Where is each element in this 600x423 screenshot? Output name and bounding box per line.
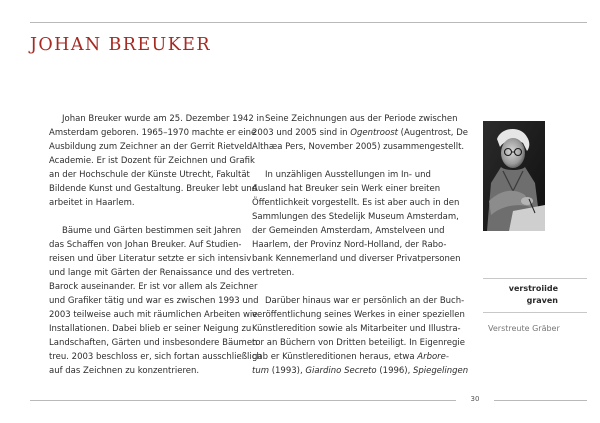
caption-german: Verstreute Gräber bbox=[488, 324, 560, 333]
text-line: und lange mit Gärten der Renaissance und des bbox=[49, 268, 250, 278]
text-line: und Grafiker tätig und war es zwischen 1993 und bbox=[49, 296, 259, 306]
text-line: an der Hochschule der Künste Utrecht, Fakultät bbox=[49, 170, 250, 180]
artist-photo bbox=[483, 121, 545, 231]
top-rule bbox=[30, 22, 587, 23]
text-line: Landschaften, Gärten und insbesondere Bäumen bbox=[49, 338, 258, 348]
caption-dutch-line: verstroiide bbox=[508, 284, 558, 293]
text-line: veröffentlichung seines Werkes in einer speziellen bbox=[252, 310, 465, 320]
text-line: Amsterdam geboren. 1965–1970 machte er eine bbox=[49, 128, 257, 138]
sidebar-rule bbox=[483, 278, 587, 279]
text-line: 2003 teilweise auch mit räumlichen Arbeiten wie bbox=[49, 310, 258, 320]
text-line: Installationen. Dabei blieb er seiner Neigung zu bbox=[49, 324, 252, 334]
text-line: Bildende Kunst und Gestaltung. Breuker lebt und bbox=[49, 184, 258, 194]
text-line: das Schaffen von Johan Breuker. Auf Studien- bbox=[49, 240, 242, 250]
text-line: Johan Breuker wurde am 25. Dezember 1942 in bbox=[62, 114, 265, 124]
sidebar-rule bbox=[483, 312, 587, 313]
artist-photo-image bbox=[483, 121, 545, 231]
bottom-rule bbox=[30, 400, 456, 401]
text-line: Seine Zeichnungen aus der Periode zwischen bbox=[265, 114, 458, 124]
text-line: Haarlem, der Provinz Nord-Holland, der Rabo- bbox=[252, 240, 447, 250]
book-title-spiegelingen: Spiegelingen bbox=[413, 366, 469, 376]
paragraph bbox=[49, 112, 265, 210]
text-line bbox=[252, 126, 468, 140]
text-run: (1993), bbox=[269, 366, 306, 376]
text-line: vertreten. bbox=[252, 268, 295, 278]
text-line: Ausbildung zum Zeichner an der Gerrit Rietveld bbox=[49, 142, 253, 152]
text-run: (1996), bbox=[376, 366, 414, 376]
caption-dutch-line: graven bbox=[526, 296, 558, 305]
text-line: Althæa Pers, November 2005) zusammengestellt. bbox=[252, 142, 465, 152]
book-title-giardino-secreto: Giardino Secreto bbox=[305, 366, 377, 376]
text-line bbox=[252, 350, 462, 364]
paragraph bbox=[252, 168, 462, 280]
text-line: reisen und über Literatur setzte er sich intensiv bbox=[49, 254, 252, 264]
text-line: bank Kennemerland und diverser Privatpersonen bbox=[252, 254, 461, 264]
text-line: Barock auseinander. Er ist vor allem als Zeichner bbox=[49, 282, 258, 292]
paragraph bbox=[252, 112, 468, 154]
bottom-rule bbox=[494, 400, 587, 401]
text-line: Öffentlichkeit vorgestellt. Es ist aber auch in den bbox=[252, 198, 460, 208]
text-line: Künstleredition sowie als Mitarbeiter und Illustra- bbox=[252, 324, 461, 334]
text-run: (Augentrost, De bbox=[397, 128, 468, 138]
text-line: Bäume und Gärten bestimmen seit Jahren bbox=[62, 226, 242, 236]
text-line: arbeitet in Haarlem. bbox=[49, 198, 135, 208]
book-title-ogentroost: Ogentroost bbox=[350, 128, 398, 138]
text-line: In unzähligen Ausstellungen im In- und bbox=[265, 170, 431, 180]
page-title: JOHAN BREUKER bbox=[30, 35, 211, 55]
text-column-middle bbox=[252, 112, 469, 392]
book-title-arboretum: Arbore- bbox=[417, 352, 449, 362]
book-title-arboretum-cont: tum bbox=[252, 366, 269, 376]
text-line: auf das Zeichnen zu konzentrieren. bbox=[49, 366, 200, 376]
caption-dutch bbox=[483, 283, 558, 307]
text-run: 2003 und 2005 sind in bbox=[252, 128, 351, 138]
paragraph bbox=[252, 294, 469, 378]
text-line: Ausland hat Breuker sein Werk einer breiten bbox=[252, 184, 441, 194]
text-line: Sammlungen des Stedelijk Museum Amsterdam, bbox=[252, 212, 459, 222]
text-line bbox=[252, 364, 469, 378]
text-line: Darüber hinaus war er persönlich an der Buch- bbox=[265, 296, 465, 306]
text-line: tor an Büchern von Dritten beteiligt. In Eigenregie bbox=[252, 338, 465, 348]
page-number: 30 bbox=[470, 395, 480, 403]
text-line: Academie. Er ist Dozent für Zeichnen und Grafik bbox=[49, 156, 255, 166]
text-line: treu. 2003 beschloss er, sich fortan ausschließlich bbox=[49, 352, 262, 362]
text-run: gab er Künstlereditionen heraus, etwa bbox=[252, 352, 418, 362]
text-line: der Gemeinden Amsterdam, Amstelveen und bbox=[252, 226, 445, 236]
